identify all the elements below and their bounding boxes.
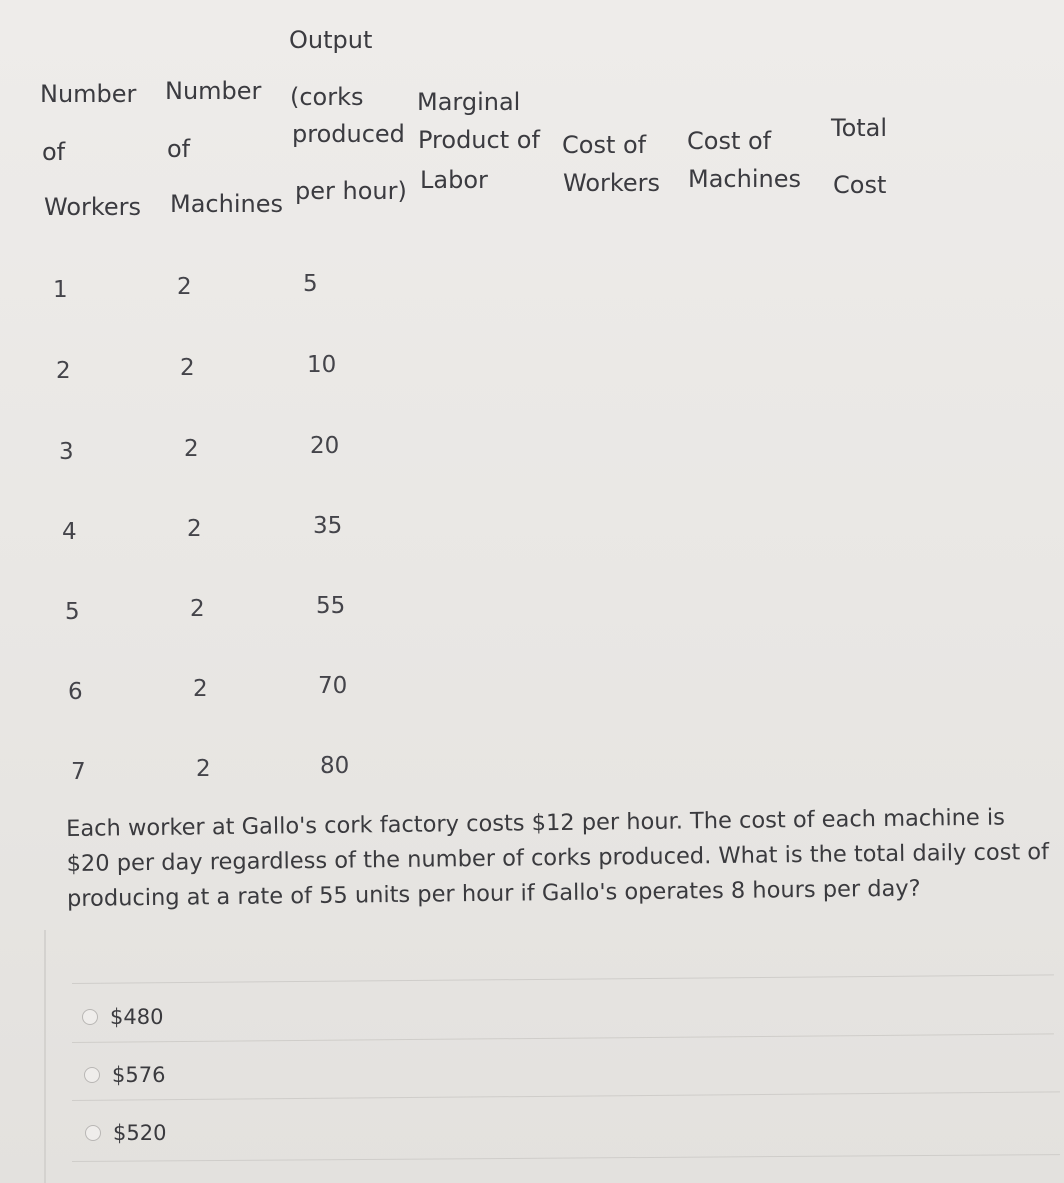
row-2-output: 10 — [307, 352, 337, 378]
header-cost-workers-line1: Cost of — [562, 131, 647, 159]
row-4-machines: 2 — [187, 516, 202, 542]
row-6-machines: 2 — [193, 676, 208, 702]
header-workers-line2: of — [42, 138, 66, 166]
header-workers-line3: Workers — [44, 193, 142, 221]
row-1-output: 5 — [303, 271, 318, 297]
radio-button-icon[interactable] — [82, 1009, 98, 1025]
row-5-output: 55 — [316, 593, 346, 619]
header-output-line2: (corks — [290, 83, 364, 111]
header-machines-line1: Number — [165, 77, 262, 105]
row-7-output: 80 — [320, 753, 350, 779]
divider — [72, 1033, 1054, 1043]
row-4-workers: 4 — [62, 519, 77, 545]
row-5-machines: 2 — [190, 596, 205, 622]
row-1-machines: 2 — [177, 274, 192, 300]
header-mpl-line1: Marginal — [417, 88, 521, 116]
answer-option-label: $480 — [110, 1005, 164, 1029]
row-6-workers: 6 — [68, 679, 83, 705]
answer-option-480[interactable] — [82, 1005, 163, 1029]
answer-option-label: $520 — [113, 1121, 167, 1145]
row-3-output: 20 — [310, 433, 340, 459]
answer-option-520[interactable] — [85, 1121, 166, 1145]
header-total-cost-line2: Cost — [833, 171, 887, 199]
header-mpl-line3: Labor — [420, 166, 488, 194]
header-machines-line3: Machines — [170, 190, 283, 218]
radio-button-icon[interactable] — [84, 1067, 100, 1083]
header-output-line1: Output — [289, 26, 373, 54]
header-output-line4: per hour) — [295, 177, 407, 205]
header-machines-line2: of — [167, 135, 191, 163]
radio-button-icon[interactable] — [85, 1125, 101, 1141]
answer-option-label: $576 — [112, 1063, 166, 1087]
divider — [72, 974, 1054, 984]
row-3-workers: 3 — [59, 439, 74, 465]
row-3-machines: 2 — [184, 436, 199, 462]
row-4-output: 35 — [313, 513, 343, 539]
header-cost-machines-line1: Cost of — [687, 127, 772, 155]
header-output-line3: produced — [292, 120, 405, 148]
row-6-output: 70 — [318, 673, 348, 699]
header-cost-workers-line2: Workers — [563, 169, 661, 197]
question-text: Each worker at Gallo's cork factory costs $12 per hour. The cost of each machine is $20 per day regardless of the number of corks produced. What is the total daily cost of producing at a rate of 55 units per hour if Gallo's operates 8 hours per day? — [66, 804, 1050, 912]
header-mpl-line2: Product of — [418, 126, 540, 154]
left-border — [44, 930, 46, 1183]
row-7-machines: 2 — [196, 756, 211, 782]
row-1-workers: 1 — [53, 277, 68, 303]
answer-option-576[interactable] — [84, 1063, 165, 1087]
header-total-cost-line1: Total — [831, 114, 888, 142]
header-cost-machines-line2: Machines — [688, 165, 801, 193]
row-7-workers: 7 — [71, 759, 86, 785]
header-workers-line1: Number — [40, 80, 137, 108]
divider — [72, 1154, 1060, 1162]
row-5-workers: 5 — [65, 599, 80, 625]
row-2-machines: 2 — [180, 355, 195, 381]
row-2-workers: 2 — [56, 358, 71, 384]
divider — [72, 1091, 1060, 1101]
